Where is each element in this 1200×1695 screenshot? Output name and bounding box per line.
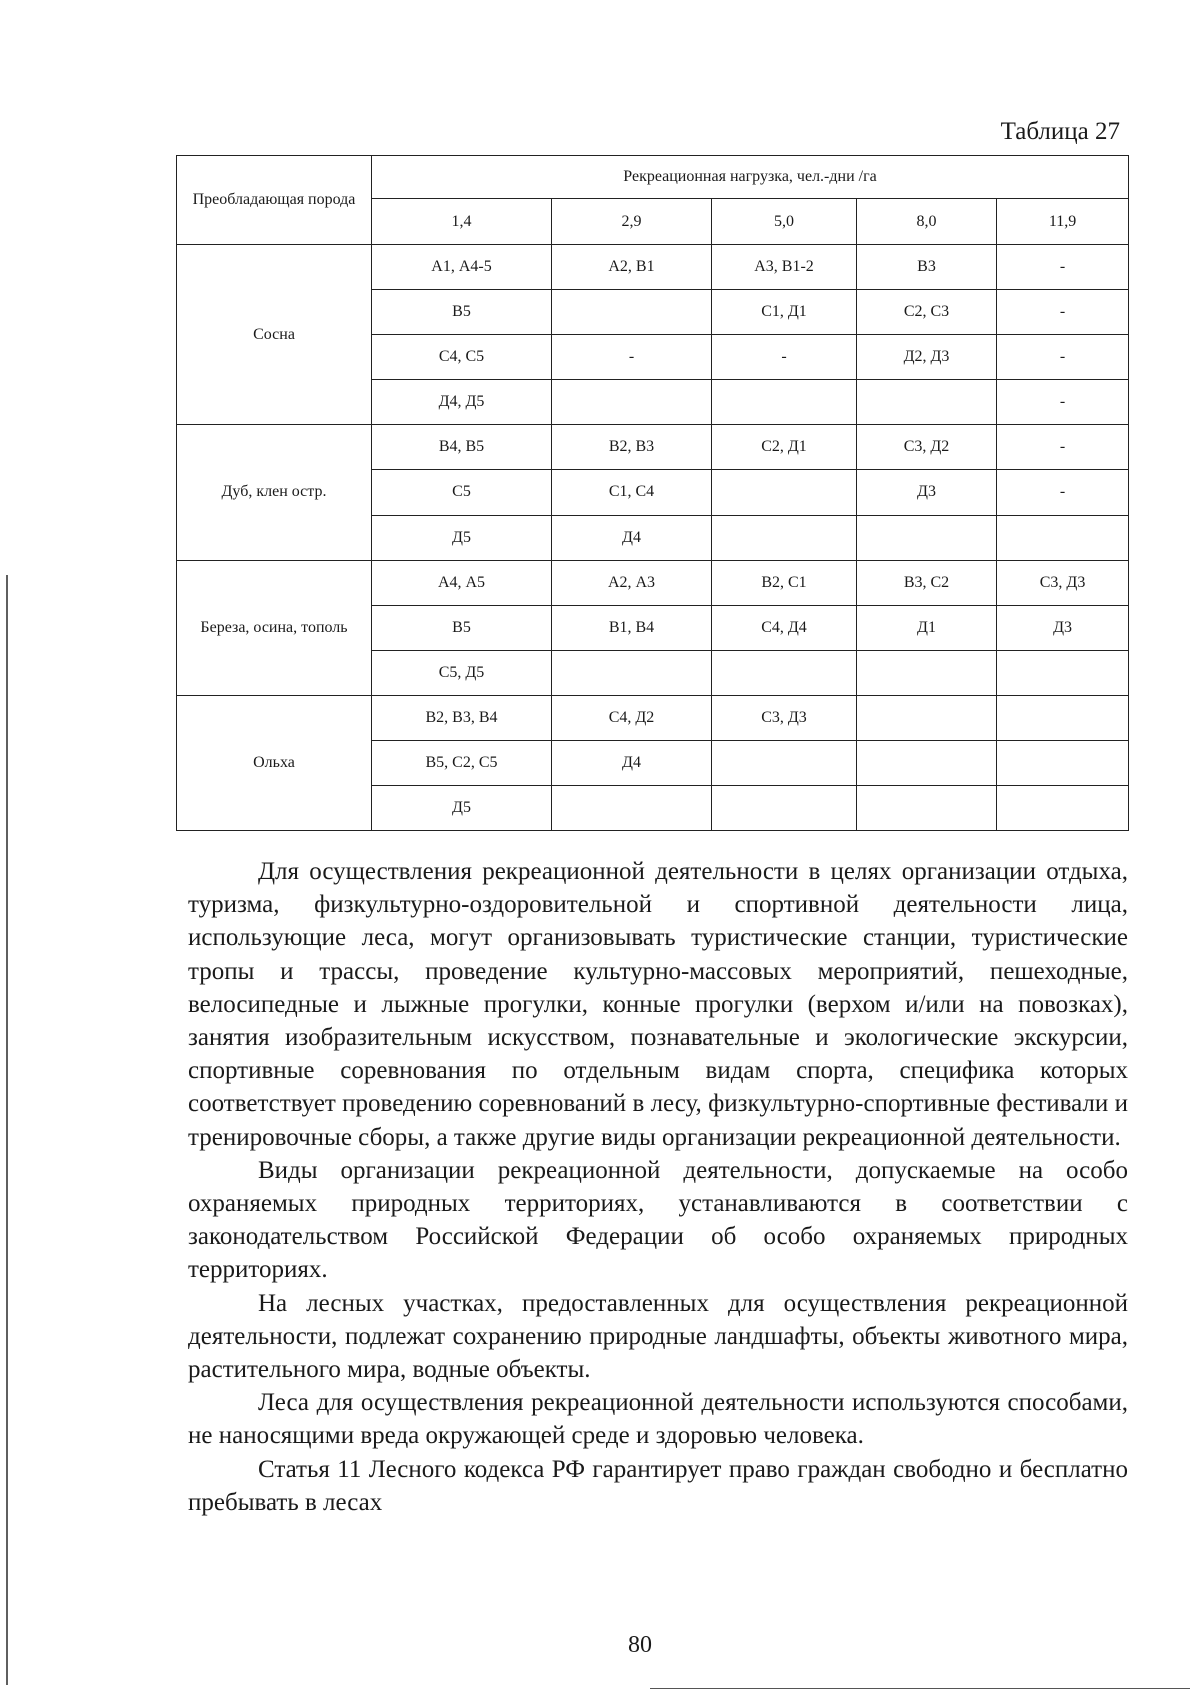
table-cell <box>857 650 997 695</box>
table-cell: В1, В4 <box>552 605 712 650</box>
table-row <box>177 695 1129 740</box>
page-number: 80 <box>628 1632 652 1658</box>
paragraph: Статья 11 Лесного кодекса РФ гарантирует право граждан свободно и бесплатно пребывать в лесах <box>188 1455 1128 1516</box>
body-text <box>188 855 1128 1519</box>
table-cell: С4, Д2 <box>552 695 712 740</box>
table-cell <box>712 380 857 425</box>
table-cell: А1, А4-5 <box>372 245 552 290</box>
table-cell: Д5 <box>372 515 552 560</box>
table-cell: В5 <box>372 605 552 650</box>
table-cell: А4, А5 <box>372 560 552 605</box>
table-cell <box>857 380 997 425</box>
table-cell <box>997 650 1129 695</box>
table-cell: Д4 <box>552 740 712 785</box>
table-cell <box>712 470 857 515</box>
recreation-load-table <box>176 155 1129 831</box>
table-cell <box>552 785 712 830</box>
table-cell <box>552 290 712 335</box>
table-cell: Д3 <box>997 605 1129 650</box>
table-cell <box>997 515 1129 560</box>
species-cell: Береза, осина, тополь <box>177 560 372 695</box>
table-cell: - <box>997 290 1129 335</box>
load-value-cell: 1,4 <box>372 199 552 245</box>
footer-rule <box>650 1688 1190 1689</box>
table-cell: Д5 <box>372 785 552 830</box>
table-cell: В5, С2, С5 <box>372 740 552 785</box>
table-cell <box>712 785 857 830</box>
table-cell <box>712 740 857 785</box>
species-cell: Сосна <box>177 245 372 425</box>
paragraph: Виды организации рекреационной деятельности, допускаемые на особо охраняемых природных территориях, устанавливаются в соответствии с законодательством Российской Федерации об особо охраняемых природных территориях. <box>188 1156 1128 1284</box>
table-cell: В2, С1 <box>712 560 857 605</box>
table-cell: В4, В5 <box>372 425 552 470</box>
table-cell: А3, В1-2 <box>712 245 857 290</box>
table-cell: Д1 <box>857 605 997 650</box>
species-cell: Дуб, клен остр. <box>177 425 372 560</box>
table-cell: - <box>997 425 1129 470</box>
table-cell: Д3 <box>857 470 997 515</box>
load-header-cell: Рекреационная нагрузка, чел.-дни /га <box>372 156 1129 199</box>
table-cell: Д4 <box>552 515 712 560</box>
table-cell: С2, Д1 <box>712 425 857 470</box>
table-cell: С3, Д3 <box>712 695 857 740</box>
table-cell <box>857 695 997 740</box>
table-cell: С2, С3 <box>857 290 997 335</box>
table-cell: Д4, Д5 <box>372 380 552 425</box>
table-row <box>177 425 1129 470</box>
table-cell: В3 <box>857 245 997 290</box>
table-cell: С1, Д1 <box>712 290 857 335</box>
table-cell <box>712 650 857 695</box>
table-cell <box>997 785 1129 830</box>
species-cell: Ольха <box>177 695 372 830</box>
table-cell <box>857 785 997 830</box>
paragraph: На лесных участках, предоставленных для осуществления рекреационной деятельности, подлежат сохранению природные ландшафты, объекты животного мира, растительного мира, водные объекты. <box>188 1289 1128 1384</box>
table-cell: - <box>997 335 1129 380</box>
table-cell <box>997 740 1129 785</box>
species-header-cell: Преобладающая порода <box>177 156 372 245</box>
table-cell: - <box>997 470 1129 515</box>
load-value-cell: 2,9 <box>552 199 712 245</box>
table-cell: - <box>552 335 712 380</box>
table-cell: В2, В3, В4 <box>372 695 552 740</box>
table-header-row <box>177 156 1129 199</box>
table-cell <box>997 695 1129 740</box>
table-cell: С5 <box>372 470 552 515</box>
table-cell: С1, С4 <box>552 470 712 515</box>
table-cell: Д2, Д3 <box>857 335 997 380</box>
load-value-cell: 8,0 <box>857 199 997 245</box>
table-cell: С3, Д3 <box>997 560 1129 605</box>
table-cell: В2, В3 <box>552 425 712 470</box>
table-row <box>177 245 1129 290</box>
table-cell: В5 <box>372 290 552 335</box>
table-cell: А2, В1 <box>552 245 712 290</box>
load-value-cell: 11,9 <box>997 199 1129 245</box>
table-cell <box>857 515 997 560</box>
table-cell: - <box>997 245 1129 290</box>
table-cell: - <box>997 380 1129 425</box>
table-cell <box>552 650 712 695</box>
table-cell: С5, Д5 <box>372 650 552 695</box>
table-cell <box>857 740 997 785</box>
table-caption: Таблица 27 <box>1000 118 1120 145</box>
table-cell: С3, Д2 <box>857 425 997 470</box>
load-value-cell: 5,0 <box>712 199 857 245</box>
table-cell: В3, С2 <box>857 560 997 605</box>
table-cell: - <box>712 335 857 380</box>
table-cell <box>712 515 857 560</box>
table-cell: А2, А3 <box>552 560 712 605</box>
paragraph: Леса для осуществления рекреационной деятельности используются способами, не наносящими вреда окружающей среде и здоровью человека. <box>188 1389 1128 1450</box>
table-cell: С4, Д4 <box>712 605 857 650</box>
paragraph: Для осуществления рекреационной деятельности в целях организации отдыха, туризма, физкультурно-оздоровительной и спортивной деятельности лица, использующие леса, могут организовывать туристические станции, туристические тропы и трассы, проведение культурно-массовых мероприятий, пешеходные, велосипедные и лыжные прогулки, конные прогулки (верхом и/или на повозках), занятия изобразительным искусством, познавательные и экологические экскурсии, спортивные соревнования по отдельным видам спорта, специфика которых соответствует проведению соревнований в лесу, физкультурно-спортивные фестивали и тренировочные сборы, а также другие виды организации рекреационной деятельности. <box>188 858 1128 1151</box>
table-row <box>177 560 1129 605</box>
table-cell <box>552 380 712 425</box>
table-cell: С4, С5 <box>372 335 552 380</box>
table-body <box>177 156 1129 831</box>
scan-edge-line <box>6 575 8 1685</box>
